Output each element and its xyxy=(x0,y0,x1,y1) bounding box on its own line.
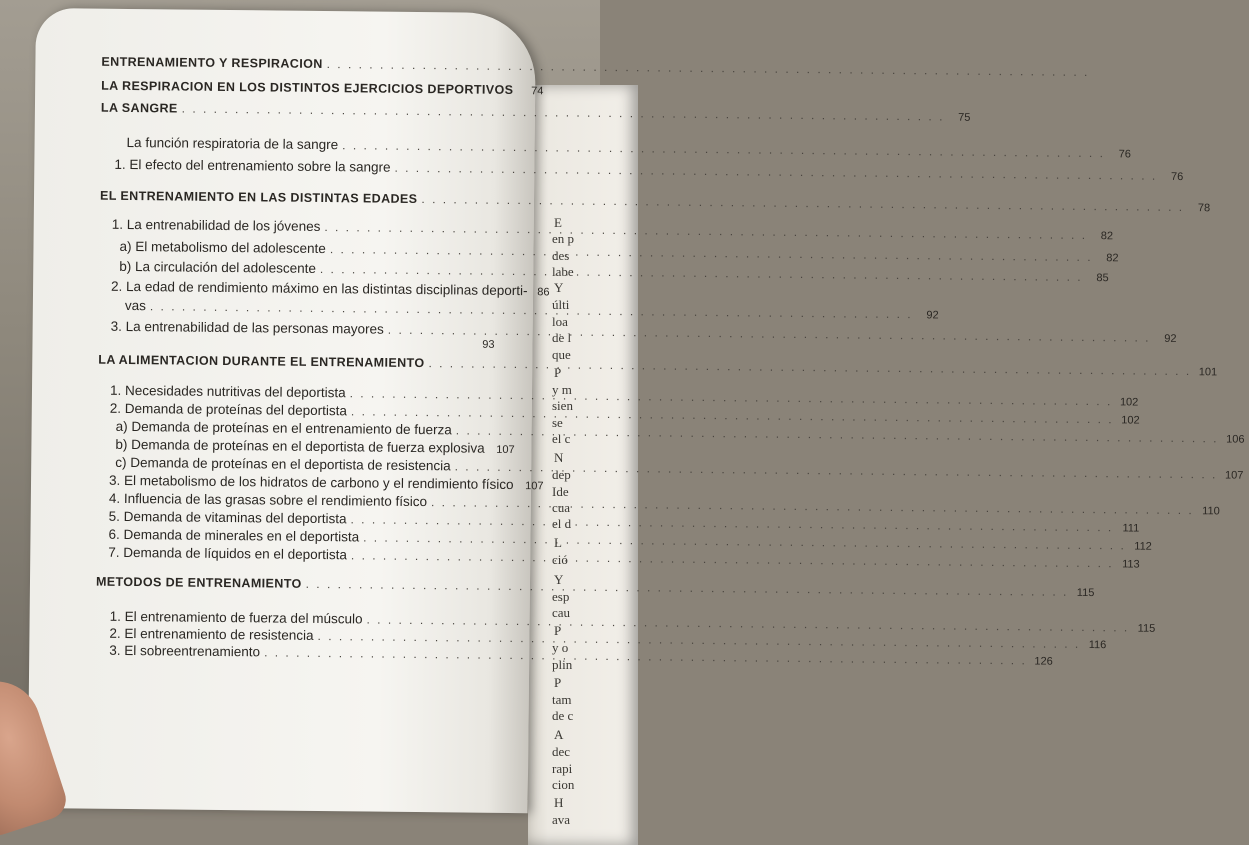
toc-heading xyxy=(96,575,498,593)
toc-entry-label: La función respiratoria de la sangre xyxy=(127,135,339,152)
toc-entry-label: a) El metabolismo del adolescente xyxy=(119,239,326,256)
toc-entry-label: 1. El efecto del entrenamiento sobre la sangre xyxy=(114,157,390,175)
page-number: 115 xyxy=(1133,623,1155,635)
facing-text-fragment: dep xyxy=(552,467,571,483)
page-number: 111 xyxy=(1117,522,1139,534)
facing-text-fragment: dec xyxy=(552,744,570,760)
leader-dots xyxy=(351,548,1114,570)
toc-entry xyxy=(116,419,500,438)
facing-text-fragment: H xyxy=(554,795,563,811)
toc-entry xyxy=(109,509,499,528)
facing-text-fragment: se xyxy=(552,415,563,431)
page-number: 85 xyxy=(1087,272,1109,284)
facing-text-fragment: y o xyxy=(552,640,568,656)
toc-heading-label: EL ENTRENAMIENTO EN LAS DISTINTAS EDADES xyxy=(100,189,418,206)
page-number: 92 xyxy=(917,309,939,321)
toc-entry-label: 1. La entrenabilidad de los jóvenes xyxy=(112,217,321,234)
facing-text-fragment: el c xyxy=(552,431,570,447)
toc-heading-label: ENTRENAMIENTO Y RESPIRACION xyxy=(101,55,322,71)
facing-text-fragment: cion xyxy=(552,777,574,793)
facing-text-fragment: cua xyxy=(552,500,570,516)
toc-entry xyxy=(115,437,499,456)
leader-dots xyxy=(306,577,1069,599)
page-number: 93 xyxy=(472,339,494,351)
leader-dots xyxy=(324,220,1087,242)
toc-entry-label: 3. El metabolismo de los hidratos de carbono y el rendimiento físico xyxy=(109,473,514,492)
facing-text-fragment: que xyxy=(552,347,571,363)
leader-dots xyxy=(342,138,1105,160)
page-number: 102 xyxy=(1116,396,1138,408)
facing-text-fragment: últi xyxy=(552,297,569,313)
facing-text-fragment: P xyxy=(554,365,561,381)
toc-entry xyxy=(111,319,501,338)
toc-entry xyxy=(108,545,498,564)
toc-entry-label: vas xyxy=(125,298,146,313)
page-number: 126 xyxy=(1031,655,1053,667)
page-number: 102 xyxy=(1118,414,1140,426)
toc-entry xyxy=(111,279,501,298)
page-number: 107 xyxy=(521,480,543,492)
page-number: 82 xyxy=(1097,252,1119,264)
toc-heading xyxy=(101,55,503,73)
page-number: 76 xyxy=(1161,171,1183,183)
page-number: 106 xyxy=(1222,433,1244,445)
toc-entry-label: c) Demanda de proteínas en el deportista de resistencia xyxy=(115,455,451,474)
facing-text-fragment: en p xyxy=(552,231,574,247)
toc-entry xyxy=(114,157,502,176)
toc-entry xyxy=(110,383,500,402)
facing-text-fragment: sien xyxy=(552,398,573,414)
toc-entry xyxy=(119,259,501,278)
page-number: 107 xyxy=(493,444,515,456)
table-of-contents xyxy=(28,8,536,813)
facing-text-fragment: P xyxy=(554,623,561,639)
leader-dots xyxy=(150,299,913,321)
facing-text-fragment: plin xyxy=(552,657,572,673)
toc-entry-label: 3. La entrenabilidad de las personas mayores xyxy=(111,319,384,337)
toc-entry-label: b) Demanda de proteínas en el deportista de fuerza explosiva xyxy=(115,437,484,456)
toc-entry-label: 3. El sobreentrenamiento xyxy=(109,643,260,660)
facing-text-fragment: y m xyxy=(552,382,572,398)
toc-heading-label: LA RESPIRACION EN LOS DISTINTOS EJERCICIOS DEPORTIVOS xyxy=(101,79,513,97)
page-number: 110 xyxy=(1198,505,1220,517)
facing-text-fragment: ció xyxy=(552,552,568,568)
facing-text-fragment: labe xyxy=(552,264,574,280)
toc-heading-label: LA SANGRE xyxy=(101,101,178,116)
facing-text-fragment: esp xyxy=(552,589,569,605)
toc-entry-label: 2. La edad de rendimiento máximo en las distintas disciplinas deporti- xyxy=(111,279,528,298)
page-number: 92 xyxy=(1154,333,1176,345)
page-number: 82 xyxy=(1091,230,1113,242)
book-page xyxy=(28,8,536,813)
page-number: 76 xyxy=(1109,148,1131,160)
toc-entry-label: 1. El entrenamiento de fuerza del músculo xyxy=(110,609,363,627)
facing-text-fragment: ava xyxy=(552,812,570,828)
toc-entry xyxy=(127,135,503,154)
toc-heading xyxy=(101,101,503,119)
facing-text-fragment: des xyxy=(552,248,569,264)
toc-heading-label: LA ALIMENTACION DURANTE EL ENTRENAMIENTO xyxy=(98,353,424,370)
toc-entry-label: 6. Demanda de minerales en el deportista xyxy=(108,527,359,545)
toc-entry-label: 4. Influencia de las grasas sobre el rendimiento físico xyxy=(109,491,427,509)
facing-text-fragment: rapi xyxy=(552,761,572,777)
toc-entry-label: 2. Demanda de proteínas del deportista xyxy=(110,401,347,418)
page-number: 75 xyxy=(948,112,970,124)
facing-text-fragment: cau xyxy=(552,605,570,621)
facing-text-fragment: Ide xyxy=(552,484,569,500)
leader-dots xyxy=(327,57,1090,79)
leader-dots xyxy=(320,262,1083,284)
photo-scene xyxy=(0,0,600,800)
toc-entry xyxy=(112,217,502,236)
facing-text-fragment: de l xyxy=(552,330,571,346)
toc-entry-label: 7. Demanda de líquidos en el deportista xyxy=(108,545,347,562)
leader-dots xyxy=(388,323,1151,345)
toc-page-only xyxy=(472,339,500,351)
toc-entry xyxy=(110,401,500,420)
facing-text-fragment: Y xyxy=(554,280,563,296)
toc-entry-continuation xyxy=(125,298,501,317)
toc-entry-label: 1. Necesidades nutritivas del deportista xyxy=(110,383,346,400)
toc-heading-label: METODOS DE ENTRENAMIENTO xyxy=(96,575,302,591)
page-number: 115 xyxy=(1072,587,1094,599)
leader-dots xyxy=(330,242,1093,264)
toc-entry-label: b) La circulación del adolescente xyxy=(119,259,316,276)
facing-text-fragment: A xyxy=(554,727,563,743)
toc-entry xyxy=(109,626,497,645)
facing-text-fragment: tam xyxy=(552,692,572,708)
toc-heading xyxy=(100,189,502,207)
toc-entry xyxy=(108,527,498,546)
leader-dots xyxy=(394,161,1157,183)
toc-entry xyxy=(109,643,497,662)
toc-entry xyxy=(119,239,501,258)
toc-entry xyxy=(109,473,499,492)
facing-text-fragment: loa xyxy=(552,314,568,330)
toc-entry-label: 5. Demanda de vitaminas del deportista xyxy=(109,509,347,526)
page-number: 86 xyxy=(527,286,549,298)
facing-text-fragment: N xyxy=(554,450,563,466)
toc-entry xyxy=(115,455,499,474)
page-number: 112 xyxy=(1130,540,1152,552)
page-number: 107 xyxy=(1221,469,1243,481)
page-number: 78 xyxy=(1188,202,1210,214)
facing-text-fragment: de c xyxy=(552,708,573,724)
facing-text-fragment: el d xyxy=(552,516,571,532)
page-number: 74 xyxy=(521,85,543,97)
facing-text-fragment: L xyxy=(554,535,562,551)
toc-entry xyxy=(110,609,498,628)
toc-entry-label: 2. El entrenamiento de resistencia xyxy=(109,626,313,643)
page-number: 113 xyxy=(1118,558,1140,570)
facing-text-fragment: E xyxy=(554,215,562,231)
facing-text-fragment: Y xyxy=(554,572,563,588)
toc-heading xyxy=(98,353,500,371)
facing-text-fragment: P xyxy=(554,675,561,691)
page-number: 101 xyxy=(1195,366,1217,378)
toc-heading xyxy=(101,79,503,97)
page-number: 116 xyxy=(1084,639,1106,651)
toc-entry-label: a) Demanda de proteínas en el entrenamiento de fuerza xyxy=(116,419,452,438)
toc-entry xyxy=(109,491,499,510)
